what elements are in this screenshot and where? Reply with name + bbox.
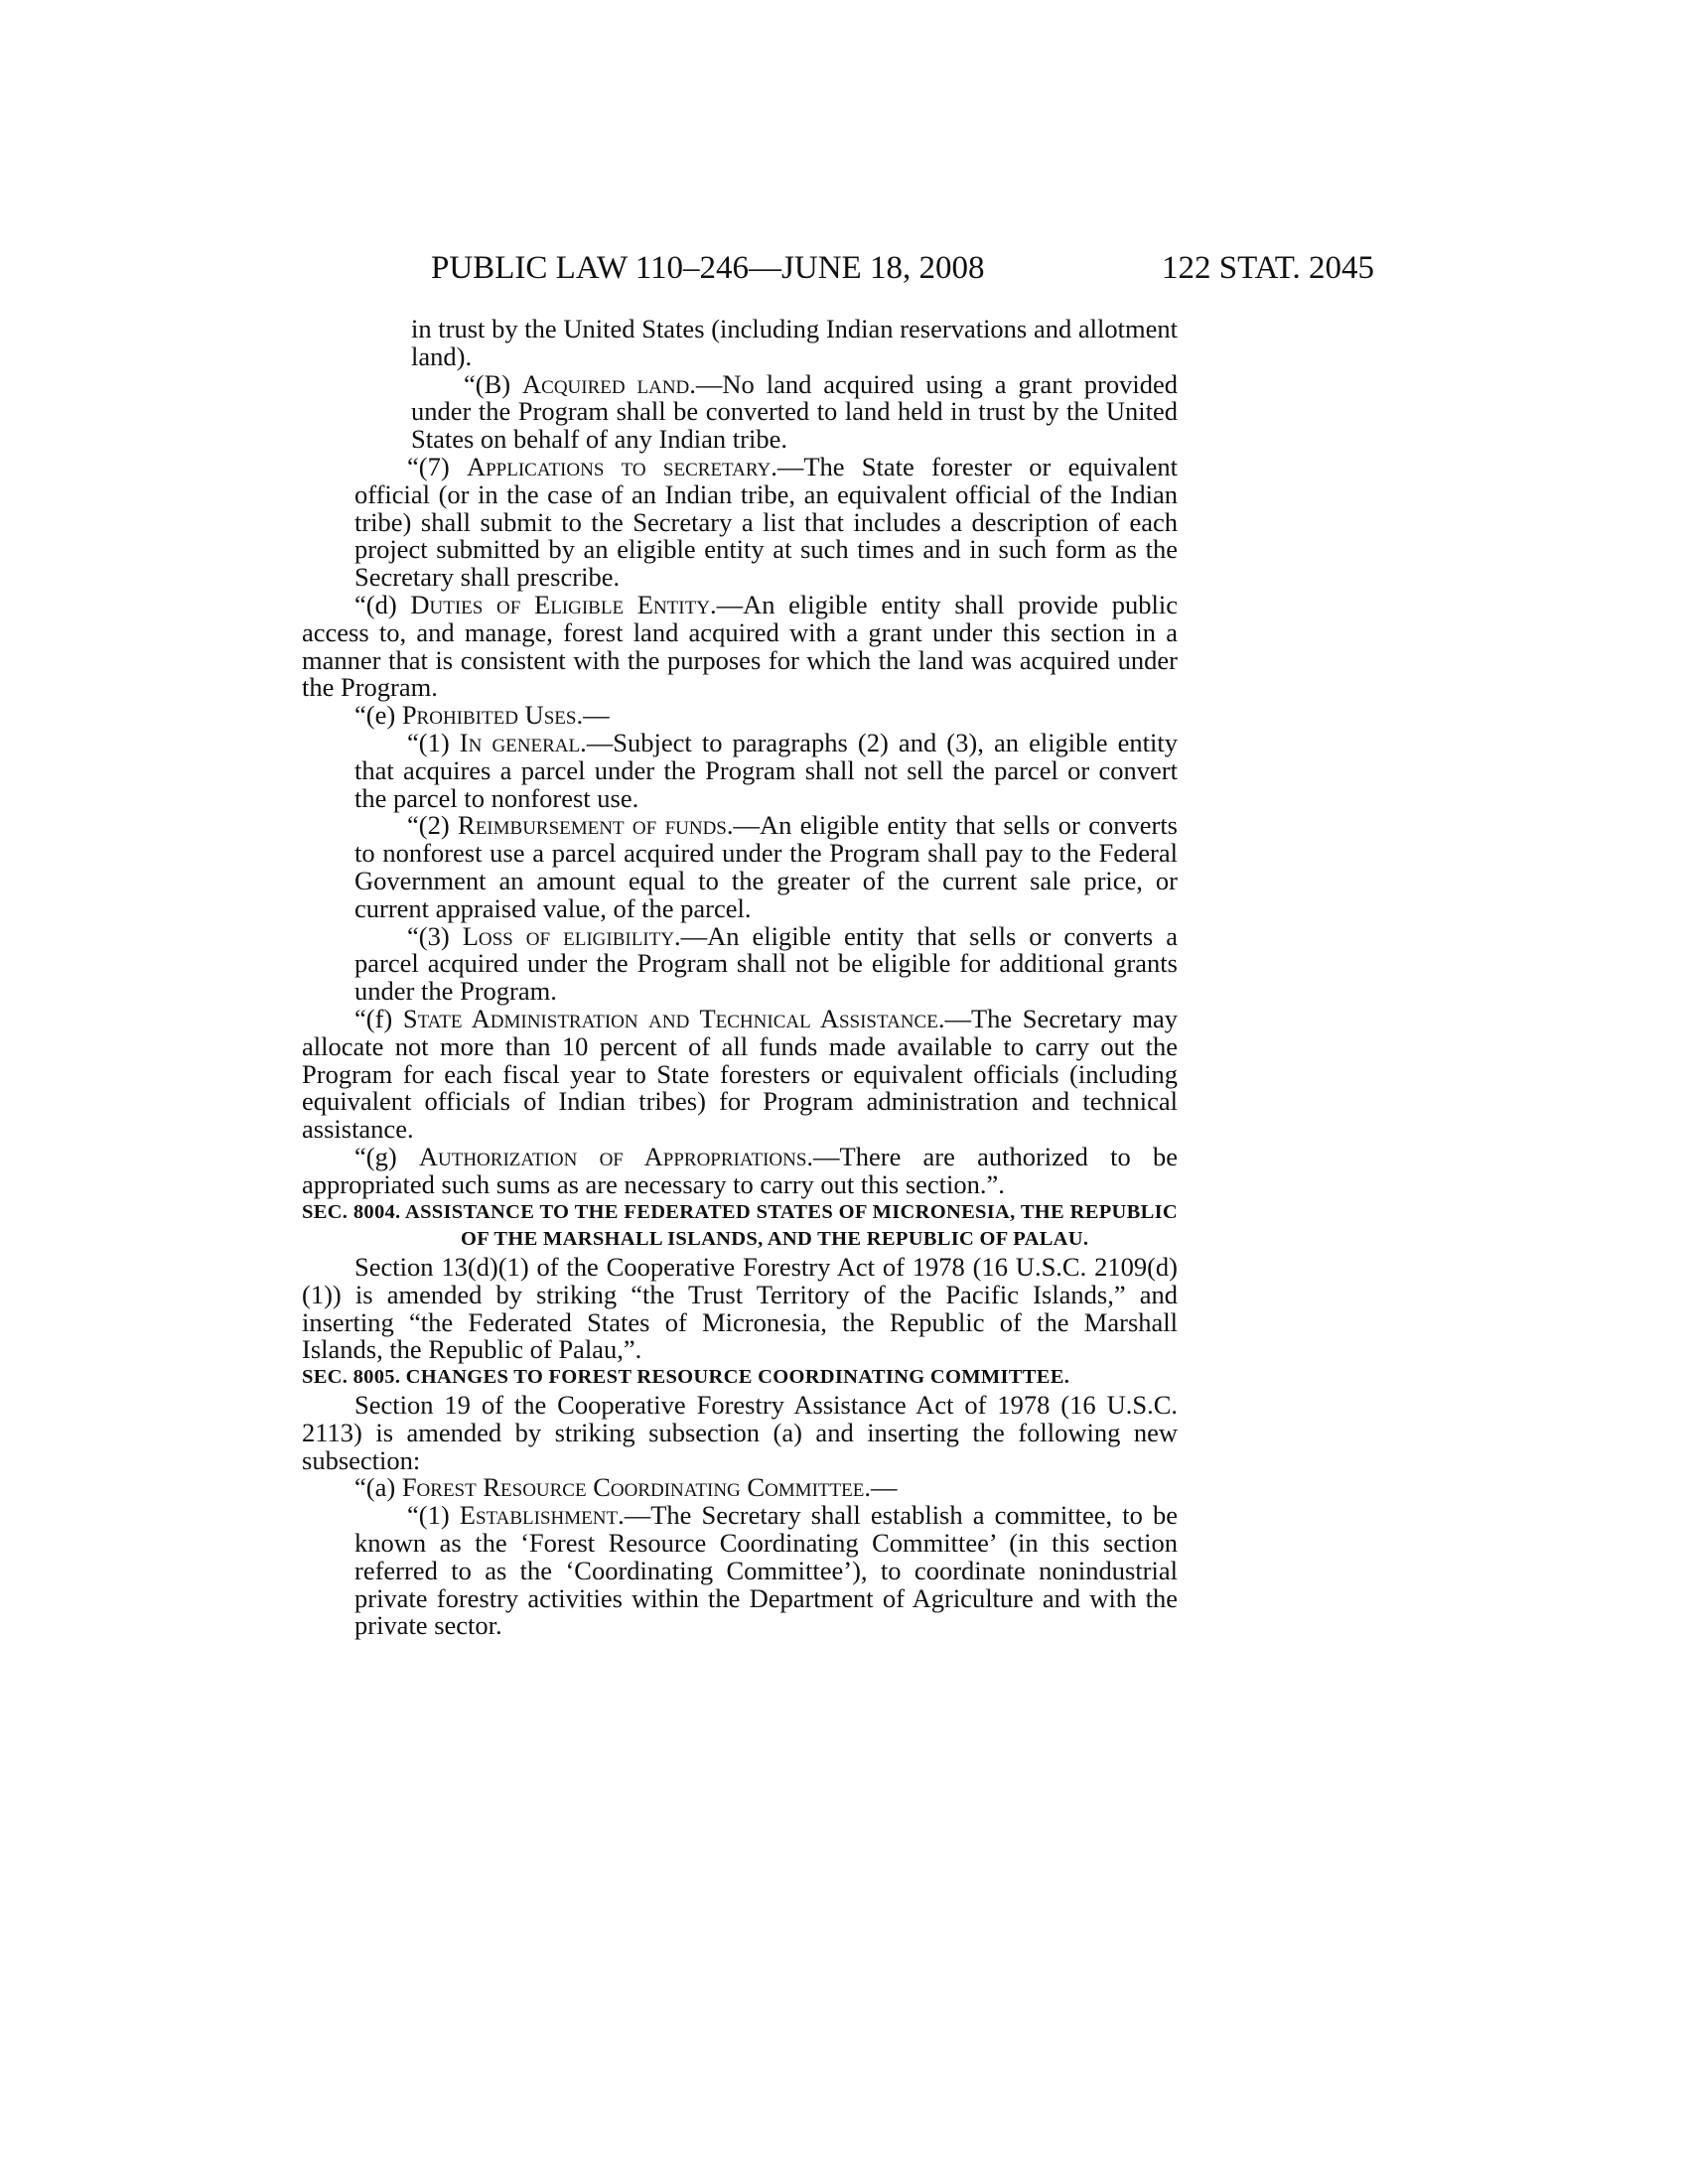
paragraph-1-in-general (302, 727, 1179, 813)
para-number: “(7) (407, 451, 467, 481)
para-heading: Forest Resource Coordinating Committee (401, 1472, 865, 1503)
section-8004-heading: SEC. 8004. ASSISTANCE TO THE FEDERATED STATES OF MICRONESIA, THE REPUBLIC OF THE MARSHALL ISLANDS, AND THE REPUBLIC OF PALAU. (302, 1200, 1178, 1251)
paragraph-7-applications (302, 451, 1178, 593)
para-number: “(g) (354, 1141, 419, 1171)
para-text: .—There are authorized to be appropriated such sums as are necessary to carry out this section.”. (302, 1141, 1178, 1199)
para-text: .—An eligible entity that sells or converts to nonforest use a parcel acquired under the Program shall pay to the Federal Government an amount equal to the greater of the current sale price, or current appraised value, of the parcel. (354, 810, 1178, 923)
stat-page-number: 122 STAT. 2045 (1161, 250, 1374, 286)
para-heading: State Administration and Technical Assistance (402, 1003, 938, 1033)
paragraph-1-establishment (302, 1502, 1178, 1640)
section-8005-text: Section 19 of the Cooperative Forestry Assistance Act of 1978 (16 U.S.C. 2113) is amended by striking subsection (a) and inserting the following new subsection: (302, 1390, 1178, 1475)
para-text: .—The Secretary may allocate not more than 10 percent of all funds made available to carry out the Program for each fiscal year to State foresters or equivalent officials (including equivalent officials of Indian tribes) for Program administration and technical assistance. (302, 1003, 1178, 1145)
para-heading: Applications to secretary (466, 451, 772, 481)
section-8005-heading: SEC. 8005. CHANGES TO FOREST RESOURCE COORDINATING COMMITTEE. (302, 1366, 1070, 1389)
para-heading: Duties of Eligible Entity (410, 589, 710, 619)
para-text: .— (576, 700, 610, 731)
subsection-g-authorization (302, 1141, 1178, 1199)
para-number: “(3) (407, 920, 463, 951)
para-text: .—The State forester or equivalent official (or in the case of an Indian tribe, an equivalent official of the Indian tribe) shall submit to the Secretary a list that includes a description of each project submitted by an eligible entity at such times and in such form as the Secretary shall prescribe. (354, 451, 1178, 593)
para-heading: Establishment (459, 1500, 619, 1531)
para-text: .—An eligible entity shall provide public access to, and manage, forest land acquired with a grant under this section in a manner that is consistent with the purposes for which the land was acquired under the Program. (302, 589, 1178, 703)
para-number: “(a) (354, 1472, 402, 1503)
subsection-f-state-administration (302, 1003, 1178, 1145)
para-heading: Reimbursement of funds (458, 810, 727, 841)
page-header (302, 248, 1374, 288)
para-text: .—Subject to paragraphs (2) and (3), an eligible entity that acquires a parcel under the Program shall not sell the parcel or convert the parcel to nonforest use. (354, 727, 1179, 813)
para-heading: Acquired land (522, 368, 690, 399)
para-text: .— (864, 1472, 898, 1503)
paragraph: in trust by the United States (including Indian reservations and allotment land). (411, 314, 1178, 371)
para-heading: Prohibited Uses (401, 700, 577, 731)
para-number: “(e) (354, 700, 402, 731)
paragraph-2-reimbursement (302, 812, 1178, 922)
para-text: .—An eligible entity that sells or converts a parcel acquired under the Program shall not be eligible for additional grants under the Program. (354, 920, 1178, 1007)
para-number: “(2) (407, 810, 459, 841)
running-title: PUBLIC LAW 110–246—JUNE 18, 2008 (431, 250, 985, 286)
para-heading: Loss of eligibility (462, 920, 674, 951)
para-text: .—No land acquired using a grant provided under the Program shall be converted to land held in trust by the United States on behalf of any Indian tribe. (411, 368, 1179, 455)
subsection-a-coordinating-committee (302, 1474, 1178, 1502)
subsection-e-prohibited-uses (302, 702, 1178, 730)
para-number: “(B) (464, 368, 523, 399)
para-number: “(1) (407, 727, 460, 757)
section-8004-text: Section 13(d)(1) of the Cooperative Forestry Act of 1978 (16 U.S.C. 2109(d)(1)) is amended by striking “the Trust Territory of the Pacific Islands,” and inserting “the Federated States of Micronesia, the Republic of the Marshall Islands, the Republic of Palau,”. (302, 1252, 1178, 1365)
paragraph-3-loss-of-eligibility (302, 920, 1178, 1007)
subsection-d-duties (302, 589, 1178, 703)
para-number: “(1) (407, 1500, 460, 1531)
page-body (302, 316, 1178, 1640)
para-number: “(d) (354, 589, 411, 619)
para-heading: In general (459, 727, 581, 757)
para-number: “(f) (354, 1003, 403, 1033)
paragraph-b-acquired-land (302, 368, 1179, 455)
para-heading: Authorization of Appropriations (418, 1141, 807, 1171)
para-text: .—The Secretary shall establish a committee, to be known as the ‘Forest Resource Coordinating Committee’ (in this section referred to as the ‘Coordinating Committee’), to coordinate nonindustrial private forestry activities within the Department of Agriculture and with the private sector. (354, 1500, 1178, 1641)
